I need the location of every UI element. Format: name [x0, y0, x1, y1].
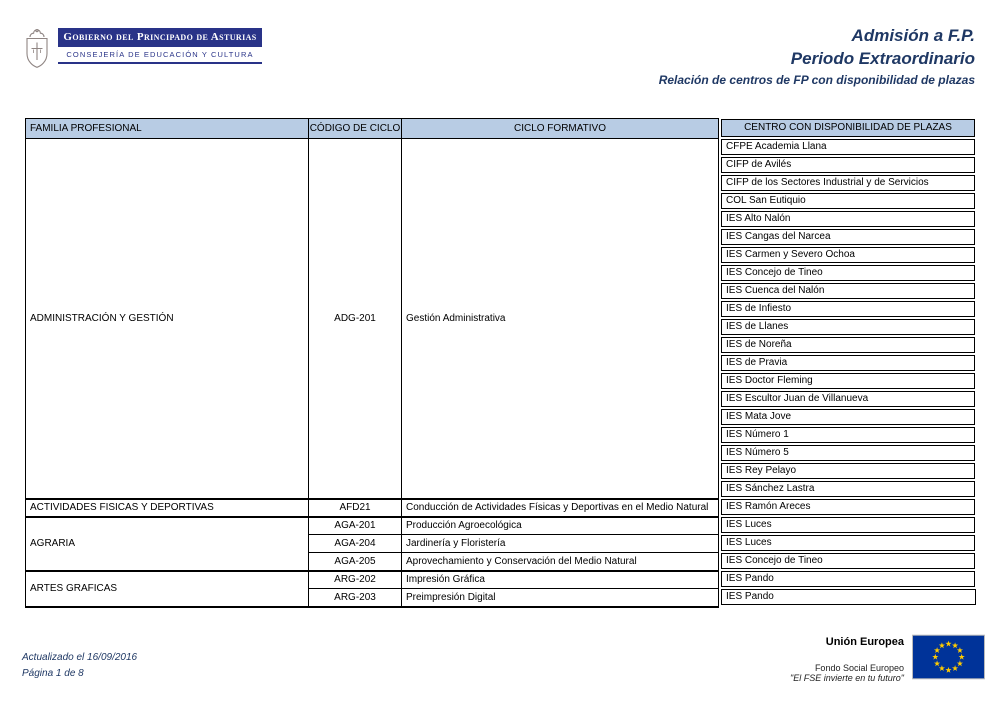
centro-box: IES Mata Jove [721, 409, 975, 425]
centro-box: IES Ramón Areces [721, 499, 975, 515]
col-header-centro: CENTRO CON DISPONIBILIDAD DE PLAZAS [719, 119, 976, 139]
cell-ciclo-formativo: Aprovechamiento y Conservación del Medio Natural [402, 553, 719, 571]
fp-centers-table [25, 118, 976, 608]
cell-centro [719, 409, 976, 427]
doc-title-line1: Admisión a F.P. [851, 26, 975, 45]
centro-box: IES Cangas del Narcea [721, 229, 975, 245]
cell-centro [719, 301, 976, 319]
centro-box: IES Luces [721, 535, 975, 551]
cell-centro [719, 211, 976, 229]
cell-familia-profesional: ADMINISTRACIÓN Y GESTIÓN [26, 139, 309, 499]
cell-familia-profesional: ACTIVIDADES FISICAS Y DEPORTIVAS [26, 499, 309, 517]
cell-ciclo-formativo: Impresión Gráfica [402, 571, 719, 589]
cell-centro [719, 391, 976, 409]
cell-codigo-ciclo: AFD21 [309, 499, 402, 517]
doc-subtitle: Relación de centros de FP con disponibilidad de plazas [658, 73, 975, 87]
table-header-row [26, 119, 976, 139]
cell-codigo-ciclo: AGA-201 [309, 517, 402, 535]
cell-centro [719, 139, 976, 157]
centro-box: IES Rey Pelayo [721, 463, 975, 479]
centro-box: IES de Infiesto [721, 301, 975, 317]
cell-centro [719, 535, 976, 553]
centro-box: IES Pando [721, 589, 976, 605]
cell-centro [719, 247, 976, 265]
footer-left [22, 650, 137, 682]
cell-centro [719, 283, 976, 301]
centro-box: IES Escultor Juan de Villanueva [721, 391, 975, 407]
cell-centro [719, 517, 976, 535]
cell-codigo-ciclo: AGA-205 [309, 553, 402, 571]
cell-familia-profesional: ARTES GRAFICAS [26, 571, 309, 607]
logo-rule [58, 62, 262, 64]
cell-codigo-ciclo: ARG-202 [309, 571, 402, 589]
cell-centro [719, 229, 976, 247]
cell-codigo-ciclo: AGA-204 [309, 535, 402, 553]
table-row [26, 517, 976, 535]
cell-centro [719, 499, 976, 517]
cell-centro [719, 445, 976, 463]
cell-codigo-ciclo: ADG-201 [309, 139, 402, 499]
updated-date-label: Actualizado el 16/09/2016 [22, 652, 138, 663]
cell-centro [719, 157, 976, 175]
cell-centro [719, 337, 976, 355]
document-titles [659, 24, 975, 89]
cell-centro [719, 427, 976, 445]
cell-centro [719, 265, 976, 283]
centro-box: IES Número 1 [721, 427, 975, 443]
centro-box: IES Sánchez Lastra [721, 481, 975, 497]
centro-box: IES Cuenca del Nalón [721, 283, 975, 299]
centro-box: IES de Llanes [721, 319, 975, 335]
page-number-label: Página 1 de 8 [22, 668, 84, 679]
centro-box: IES de Pravia [721, 355, 975, 371]
table-row [26, 499, 976, 517]
cell-centro [719, 463, 976, 481]
centro-box: IES Alto Nalón [721, 211, 975, 227]
asturias-government-logo [22, 28, 262, 70]
cell-ciclo-formativo: Conducción de Actividades Físicas y Deportivas en el Medio Natural [402, 499, 719, 517]
centro-box: CIFP de los Sectores Industrial y de Servicios [721, 175, 975, 191]
centro-box: IES Carmen y Severo Ochoa [721, 247, 975, 263]
centro-box: CIFP de Avilés [721, 157, 975, 173]
eu-fund-label: Fondo Social Europeo [814, 663, 904, 673]
centro-box: IES Doctor Fleming [721, 373, 975, 389]
table-row [26, 571, 976, 589]
government-banner: Gobierno del Principado de Asturias [58, 28, 262, 47]
col-header-codigo: CÓDIGO DE CICLO [309, 119, 402, 139]
cell-ciclo-formativo: Gestión Administrativa [402, 139, 719, 499]
cell-centro [719, 373, 976, 391]
department-label: CONSEJERÍA DE EDUCACIÓN Y CULTURA [66, 50, 254, 59]
cell-centro [719, 589, 976, 607]
eu-title-label: Unión Europea [825, 636, 904, 648]
cell-familia-profesional: AGRARIA [26, 517, 309, 571]
table-row [26, 139, 976, 157]
cell-centro [719, 193, 976, 211]
cell-ciclo-formativo: Preimpresión Digital [402, 589, 719, 607]
doc-title-line2: Periodo Extraordinario [790, 49, 975, 68]
centro-box: IES Concejo de Tineo [721, 553, 975, 569]
centro-box: IES Luces [721, 517, 975, 533]
cell-ciclo-formativo: Producción Agroecológica [402, 517, 719, 535]
cell-centro [719, 319, 976, 337]
centro-box: IES de Noreña [721, 337, 975, 353]
col-header-ciclo: CICLO FORMATIVO [402, 119, 719, 139]
cell-centro [719, 553, 976, 571]
eu-slogan-label: "El FSE invierte en tu futuro" [790, 673, 904, 683]
cell-centro [719, 355, 976, 373]
col-header-familia: FAMILIA PROFESIONAL [26, 119, 309, 139]
eu-flag-icon [912, 634, 985, 680]
cell-centro [719, 571, 976, 589]
cell-codigo-ciclo: ARG-203 [309, 589, 402, 607]
centro-box: IES Pando [721, 571, 975, 587]
cell-ciclo-formativo: Jardinería y Floristería [402, 535, 719, 553]
asturias-crest-icon [22, 28, 52, 70]
centro-box: IES Concejo de Tineo [721, 265, 975, 281]
centro-box: IES Número 5 [721, 445, 975, 461]
cell-centro [719, 175, 976, 193]
centro-box: COL San Eutiquio [721, 193, 975, 209]
cell-centro [719, 481, 976, 499]
eu-footer-block [790, 634, 985, 683]
fp-centers-table-container [25, 118, 976, 608]
centro-box: CFPE Academia Llana [721, 139, 975, 155]
